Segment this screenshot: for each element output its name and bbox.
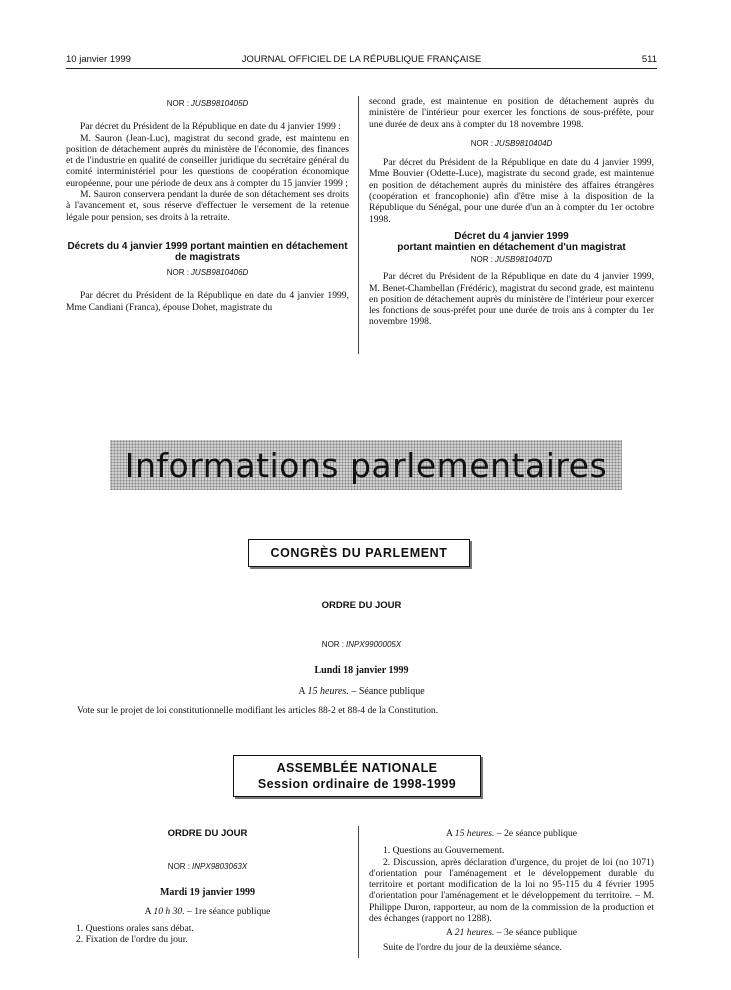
agenda-item: 1. Questions orales sans débat. [76,923,194,935]
session-subtitle: Session ordinaire de 1998-1999 [257,777,457,791]
congres-box: CONGRÈS DU PARLEMENT [248,539,470,567]
nor-reference: NOR : INPX9803063X [167,862,248,872]
agenda-item: 1. Questions au Gouvernement. [383,845,505,857]
nor-reference: NOR : JUSB9810407D [470,254,553,264]
left-column-bottom [66,828,349,946]
column-divider [358,96,359,354]
agenda-item: 2. Discussion, après déclaration d'urgence, du projet de loi (no 1071) d'orientation pour l'aménagement et le développement durable du territoire et portant modification de la loi no 95-115 du 4 février 1995 d'orientation pour l'aménagement et le développement du territoire. – M. Philippe Duron, rapporteur, au nom de la commission de la production et des échanges (rapport no 1288). [369,856,654,925]
seance-line: A 15 heures. – Séance publique [298,686,425,697]
paragraph: Par décret du Président de la République en date du 4 janvier 1999 : [80,121,341,133]
left-column-top [66,98,349,313]
section-title: Décret du 4 janvier 1999 [454,230,569,242]
seance-line: A 15 heures. – 2e séance publique [445,828,578,839]
nor-reference: NOR : JUSB9810406D [166,267,249,277]
header-journal-title: JOURNAL OFFICIEL DE LA RÉPUBLIQUE FRANÇAISE [241,54,482,65]
paragraph: M. Sauron (Jean-Luc), magistrat du second grade, est maintenu en position de détachement auprès du ministère de l'économie, des finances et de l'industrie en qualité de conseiller juridique du secrétaire général du comité interministériel pour les questions de coopération économique européenne, pour une période de deux ans à compter du 15 janvier 1999 ; [66,132,349,189]
right-column-top [369,96,654,328]
assemblee-title: ASSEMBLÉE NATIONALE [276,761,438,775]
header-rule [66,68,657,69]
session-date: Lundi 18 janvier 1999 [314,665,409,676]
column-divider [358,826,359,958]
paragraph: second grade, est maintenue en position de détachement auprès du ministère de l'intérieur pour exercer les fonctions de sous-préfète, pour une durée de deux ans à compter du 18 novembre 1998. [369,96,654,130]
paragraph: Par décret du Président de la République en date du 4 janvier 1999, Mme Bouvier (Odette-Luce), magistrate du second grade, est maintenue en position de détachement auprès du ministère des affaires étrangères (coopération et francophonie) afin d'être mise à la disposition de la République du Sénégal, pour une durée d'un an à compter du 1er octobre 1998. [369,157,654,225]
seance-line: A 21 heures. – 3e séance publique [445,927,578,939]
nor-reference: NOR : JUSB9810404D [470,138,553,148]
banner-title: Informations parlementaires [124,446,608,485]
agenda-item: Suite de l'ordre du jour de la deuxième séance. [383,941,562,953]
assemblee-box [233,755,481,797]
header-date: 10 janvier 1999 [66,54,131,65]
session-date: Mardi 19 janvier 1999 [159,886,256,898]
section-subtitle: portant maintien en détachement d'un magistrat [397,242,626,254]
nor-reference: NOR : INPX9900005X [321,640,402,649]
paragraph: Par décret du Président de la République en date du 4 janvier 1999, M. Benet-Chambellan (Frédéric), magistrat du second grade, est maintenu en position de détachement auprès du ministère de l'intérieur pour exercer les fonctions de sous-préfet pour une durée de trois ans à compter du 1er novembre 1998. [369,271,654,328]
ordre-du-jour-heading: ORDRE DU JOUR [167,828,248,839]
right-column-bottom [369,828,654,953]
agenda-item: 2. Fixation de l'ordre du jour. [76,934,188,946]
paragraph: M. Sauron conservera pendant la durée de son détachement ses droits à l'avancement et, sous réserve d'effectuer le versement de la retenue légale pour pension, ses droits à la retraite. [66,189,349,223]
ordre-du-jour-heading: ORDRE DU JOUR [321,600,402,611]
seance-line: A 10 h 30. – 1re séance publique [144,905,271,917]
paragraph: Par décret du Président de la République en date du 4 janvier 1999, Mme Candiani (Franca), épouse Dohet, magistrate du [66,290,349,313]
nor-reference: NOR : JUSB9810405D [166,99,249,108]
agenda-item: Vote sur le projet de loi constitutionnelle modifiant les articles 88-2 et 88-4 de la Constitution. [77,705,439,716]
section-title: Décrets du 4 janvier 1999 portant maintien en détachement de magistrats [67,240,348,264]
header-page-number: 511 [641,54,657,65]
